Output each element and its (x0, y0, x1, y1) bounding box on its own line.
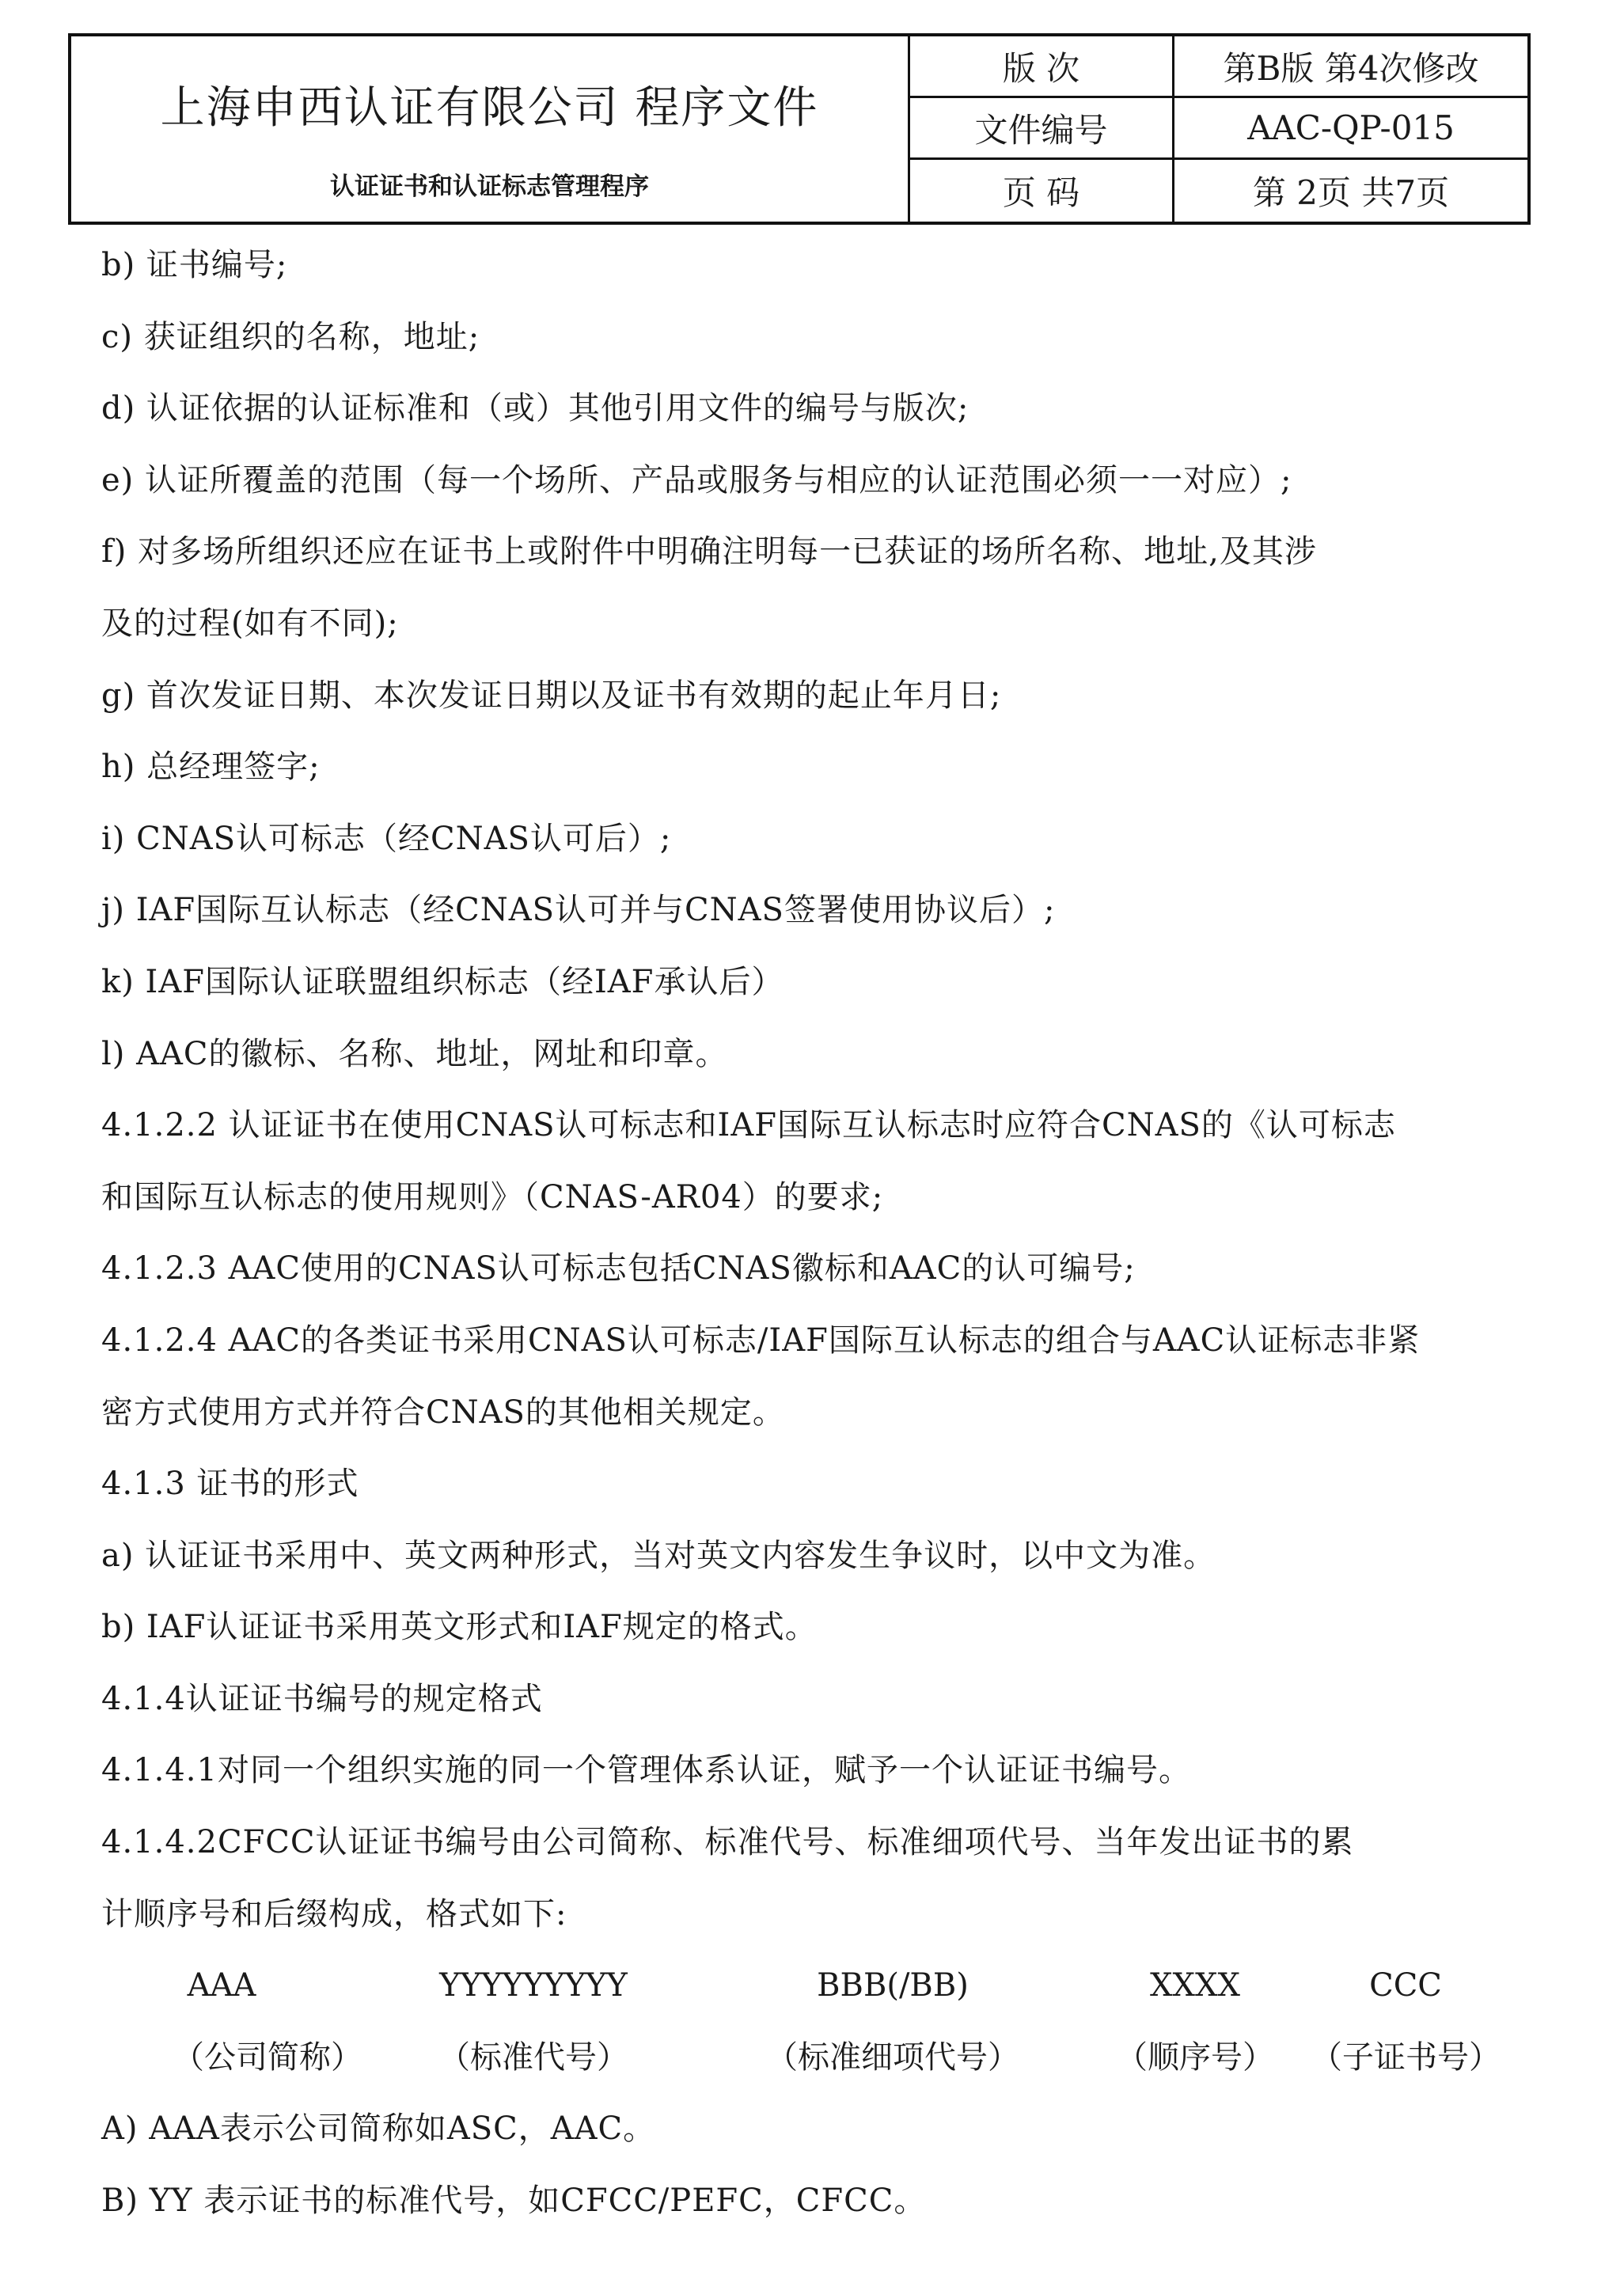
body-line: 和国际互认标志的使用规则》（CNAS-AR04）的要求; (101, 1178, 884, 1215)
document-subtitle: 认证证书和认证标志管理程序 (330, 172, 649, 201)
edition-value: 第B版 第4次修改 (1174, 36, 1527, 98)
code-description: （顺序号） (1116, 2038, 1274, 2076)
code-part: AAA (187, 1967, 256, 2004)
doc-number-label: 文件编号 (910, 98, 1174, 160)
body-line: f) 对多场所组织还应在证书上或附件中明确注明每一已获证的场所名称、地址,及其涉 (101, 533, 1317, 571)
body-line: 4.1.2.3 AAC使用的CNAS认可标志包括CNAS徽标和AAC的认可编号; (101, 1250, 1136, 1288)
code-part: YYYYYYYYY (439, 1967, 628, 2004)
body-line: g) 首次发证日期、本次发证日期以及证书有效期的起止年月日; (101, 677, 1002, 714)
body-line: d) 认证依据的认证标准和（或）其他引用文件的编号与版次; (101, 390, 969, 427)
body-line: l) AAC的徽标、名称、地址，网址和印章。 (101, 1035, 728, 1072)
body-line: 4.1.2.4 AAC的各类证书采用CNAS认可标志/IAF国际互认标志的组合与AAC认证标志非紧 (101, 1322, 1421, 1359)
body-line: k) IAF国际认证联盟组织标志（经IAF承认后） (101, 963, 784, 1000)
body-line: 4.1.4.2CFCC认证证书编号由公司简称、标准代号、标准细项代号、当年发出证书的累 (101, 1824, 1354, 1861)
body-line: i) CNAS认可标志（经CNAS认可后）; (101, 820, 672, 857)
page-value: 第 2页 共7页 (1252, 173, 1450, 212)
header-title-cell (71, 36, 910, 222)
code-description: （标准细项代号） (766, 2038, 1019, 2076)
cert-code-format-row (101, 1950, 1526, 2022)
code-part: CCC (1369, 1967, 1442, 2004)
body-line: 密方式使用方式并符合CNAS的其他相关规定。 (101, 1394, 785, 1431)
section-heading: 4.1.4认证证书编号的规定格式 (101, 1680, 543, 1717)
cert-code-description-row (101, 2022, 1526, 2094)
document-header-table (68, 33, 1531, 225)
body-line: j) IAF国际互认标志（经CNAS认可并与CNAS签署使用协议后）; (101, 892, 1056, 929)
code-description: （子证书号） (1311, 2038, 1501, 2076)
page-label: 页 码 (910, 160, 1174, 222)
body-line: B) YY 表示证书的标准代号，如CFCC/PEFC，CFCC。 (101, 2183, 927, 2220)
section-heading: 4.1.3 证书的形式 (101, 1466, 359, 1503)
body-line: a) 认证证书采用中、英文两种形式，当对英文内容发生争议时，以中文为准。 (101, 1537, 1216, 1574)
body-line: b) IAF认证证书采用英文形式和IAF规定的格式。 (101, 1609, 818, 1646)
body-line: 4.1.4.1对同一个组织实施的同一个管理体系认证，赋予一个认证证书编号。 (101, 1752, 1191, 1789)
code-description: （标准代号） (438, 2038, 628, 2076)
code-part: BBB(/BB) (817, 1967, 969, 2004)
code-description: （公司简称） (173, 2038, 362, 2076)
body-line: h) 总经理签字; (101, 749, 321, 786)
body-line: e) 认证所覆盖的范围（每一个场所、产品或服务与相应的认证范围必须一一对应）; (101, 461, 1292, 499)
body-line: c) 获证组织的名称，地址; (101, 318, 480, 355)
doc-number-value: AAC-QP-015 (1174, 98, 1527, 160)
body-line: 计顺序号和后缀构成，格式如下: (101, 1895, 567, 1932)
body-line: b) 证书编号; (101, 247, 288, 283)
body-line: A) AAA表示公司简称如ASC，AAC。 (101, 2110, 656, 2148)
body-line: 4.1.2.2 认证证书在使用CNAS认可标志和IAF国际互认标志时应符合CNAS的《认可标志 (101, 1107, 1396, 1144)
edition-label: 版 次 (910, 36, 1174, 98)
body-line: 及的过程(如有不同); (101, 605, 399, 642)
code-part: XXXX (1150, 1967, 1240, 2004)
document-body (101, 229, 1526, 2237)
company-title: 上海申西认证有限公司 程序文件 (160, 82, 819, 134)
